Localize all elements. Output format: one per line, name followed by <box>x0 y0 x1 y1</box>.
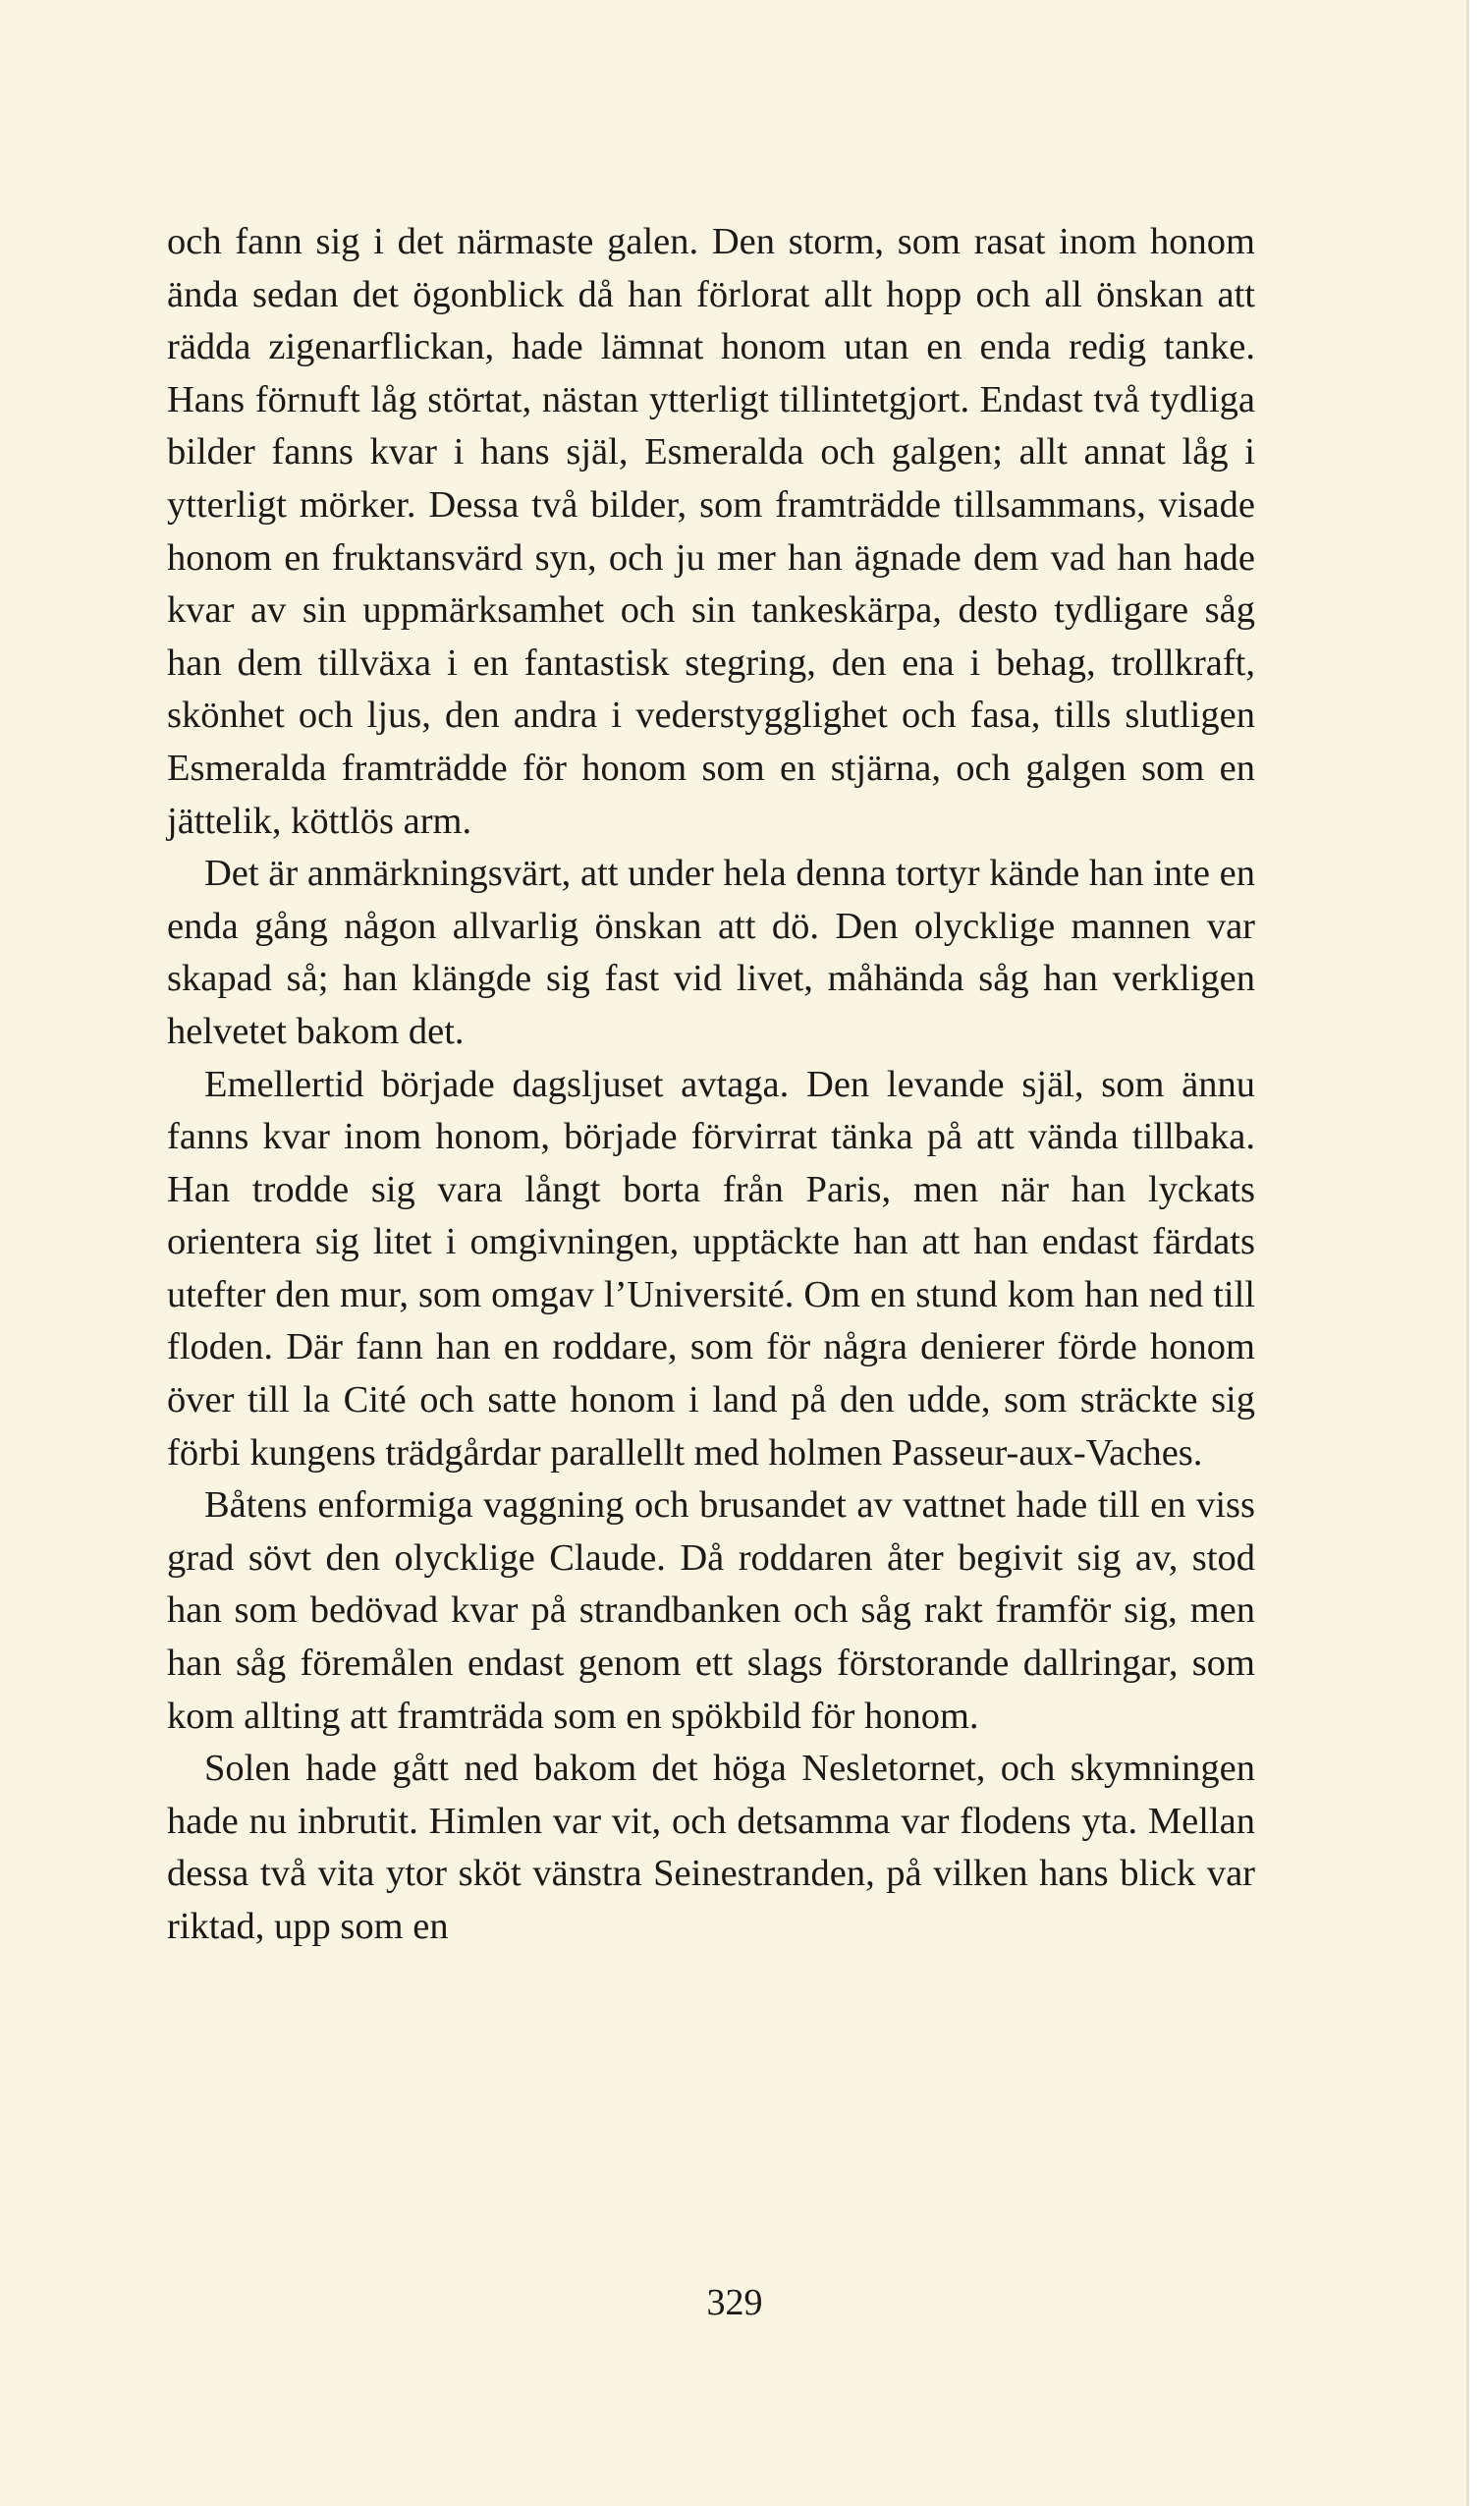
paragraph-3: Emellertid började dagsljuset avtaga. Den levande själ, som ännu fanns kvar inom honom, började förvirrat tänka på att vända tillbaka. Han trodde sig vara långt borta från Paris, men när han lyckats orientera sig litet i omgivningen, upptäckte han att han endast färdats utefter den mur, som omgav l’Université. Om en stund kom han ned till floden. Där fann han en roddare, som för några denierer förde honom över till la Cité och satte honom i land på den udde, som sträckte sig förbi kungens trädgårdar parallellt med holmen Passeur-aux-Vaches. <box>167 1063 1255 1474</box>
paragraph-2: Det är anmärkningsvärt, att under hela denna tortyr kände han inte en enda gång någon allvarlig önskan att dö. Den olycklige mannen var skapad så; han klängde sig fast vid livet, måhända såg han verkligen helvetet bakom det. <box>167 853 1255 1052</box>
paragraph-1: och fann sig i det närmaste galen. Den storm, som rasat inom honom ända sedan det ögonblick då han förlorat allt hopp och all önskan att rädda zigenarflickan, hade lämnat honom utan en enda redig tanke. Hans förnuft låg störtat, nästan ytterligt tillintetgjort. Endast två tydliga bilder fanns kvar i hans själ, Esmeralda och galgen; allt annat låg i ytterligt mörker. Dessa två bilder, som framträdde tillsammans, visade honom en fruktansvärd syn, och ju mer han ägnade dem vad han hade kvar av sin uppmärksamhet och sin tankeskärpa, desto tydligare såg han dem tillväxa i en fantastisk stegring, den ena i behag, trollkraft, skönhet och ljus, den andra i vederstygglighet och fasa, tills slutligen Esmeralda framträdde för honom som en stjärna, och galgen som en jättelik, köttlös arm. <box>167 221 1255 842</box>
paragraph-5: Solen hade gått ned bakom det höga Nesletornet, och skymningen hade nu inbrutit. Himlen var vit, och detsamma var flodens yta. Mellan dessa två vita ytor sköt vänstra Seinestranden, på vilken hans blick var riktad, upp som en <box>167 1748 1255 1947</box>
body-text <box>167 216 1255 1954</box>
paragraph-4: Båtens enformiga vaggning och brusandet av vattnet hade till en viss grad sövt den olycklige Claude. Då roddaren åter begivit sig av, stod han som bedövad kvar på strandbanken och såg rakt framför sig, men han såg föremålen endast genom ett slags förstorande dallringar, som kom allting att framträda som en spökbild för honom. <box>167 1484 1255 1737</box>
page-number: 329 <box>706 2282 763 2323</box>
